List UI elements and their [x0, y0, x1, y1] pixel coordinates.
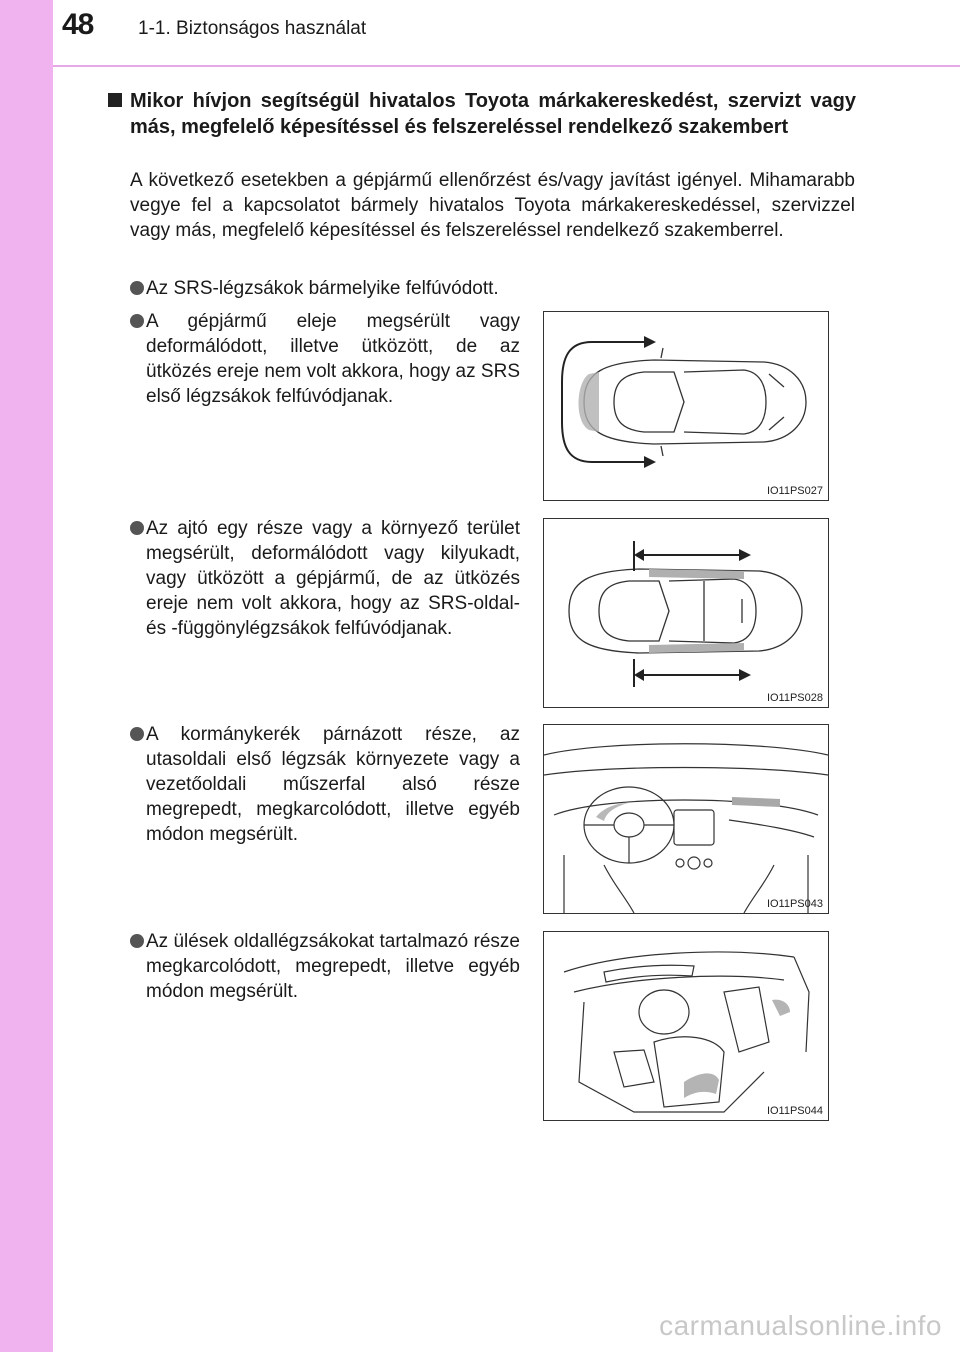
- car-top-view-front-illustration: [544, 312, 828, 500]
- figure-code: IO11PS043: [766, 898, 823, 910]
- list-item-text: Az ülések oldallégzsákokat tartalmazó része megkarcolódott, megrepedt, illetve egyéb módon megsérült.: [146, 931, 520, 1002]
- side-tab-band: [0, 0, 53, 1352]
- figure-front-damage: [543, 311, 829, 501]
- round-bullet-icon: [130, 281, 144, 295]
- figure-side-damage: [543, 518, 829, 708]
- figure-code: IO11PS027: [766, 485, 823, 497]
- figure-code: IO11PS028: [766, 692, 823, 704]
- car-top-view-side-illustration: [544, 519, 828, 707]
- list-item: [130, 309, 520, 409]
- watermark: carmanualsonline.info: [659, 1310, 942, 1341]
- round-bullet-icon: [130, 934, 144, 948]
- section-heading-text: Mikor hívjon segítségül hivatalos Toyota márkakereskedést, szervizt vagy más, megfelelő képesítéssel és felszereléssel rendelkező szakembert: [130, 90, 856, 138]
- list-item: [130, 929, 520, 1004]
- dashboard-interior-illustration: [544, 725, 828, 913]
- list-item-text: Az SRS-légzsákok bármelyike felfúvódott.: [146, 278, 499, 299]
- header-rule: [53, 65, 960, 67]
- round-bullet-icon: [130, 727, 144, 741]
- list-item-text: A kormánykerék párnázott része, az utasoldali első légzsák környezete vagy a vezetőoldali műszerfal alsó része megrepedt, megkarcolódott, illetve egyéb módon megsérült.: [146, 724, 520, 845]
- list-item-text: Az ajtó egy része vagy a környező terület megsérült, deformálódott vagy kilyukadt, vagy ütközött a gépjármű, de az ütközés ereje nem volt akkora, hogy az SRS-oldal- és -függönylégzsákok felfúvódjanak.: [146, 518, 520, 639]
- intro-paragraph: A következő esetekben a gépjármű ellenőrzést és/vagy javítást igényel. Mihamarabb vegye fel a kapcsolatot bármely hivatalos Toyota márkakereskedéssel, szervizzel vagy más, megfelelő képesítéssel és felszereléssel rendelkező szakemberrel.: [130, 170, 855, 241]
- seat-interior-illustration: [544, 932, 828, 1120]
- list-item: [130, 516, 520, 641]
- running-title: 1-1. Biztonságos használat: [138, 18, 367, 39]
- section-heading: [108, 88, 856, 140]
- list-item-text: A gépjármű eleje megsérült vagy deformálódott, illetve ütközött, de az ütközés ereje nem volt akkora, hogy az SRS első légzsákok felfúvódjanak.: [146, 311, 520, 407]
- figure-seats: [543, 931, 829, 1121]
- figure-code: IO11PS044: [766, 1105, 823, 1117]
- round-bullet-icon: [130, 314, 144, 328]
- page-number: 48: [62, 8, 94, 41]
- list-item: [130, 722, 520, 847]
- square-bullet-icon: [108, 93, 122, 107]
- figure-dashboard: [543, 724, 829, 914]
- list-item: [130, 276, 550, 301]
- round-bullet-icon: [130, 521, 144, 535]
